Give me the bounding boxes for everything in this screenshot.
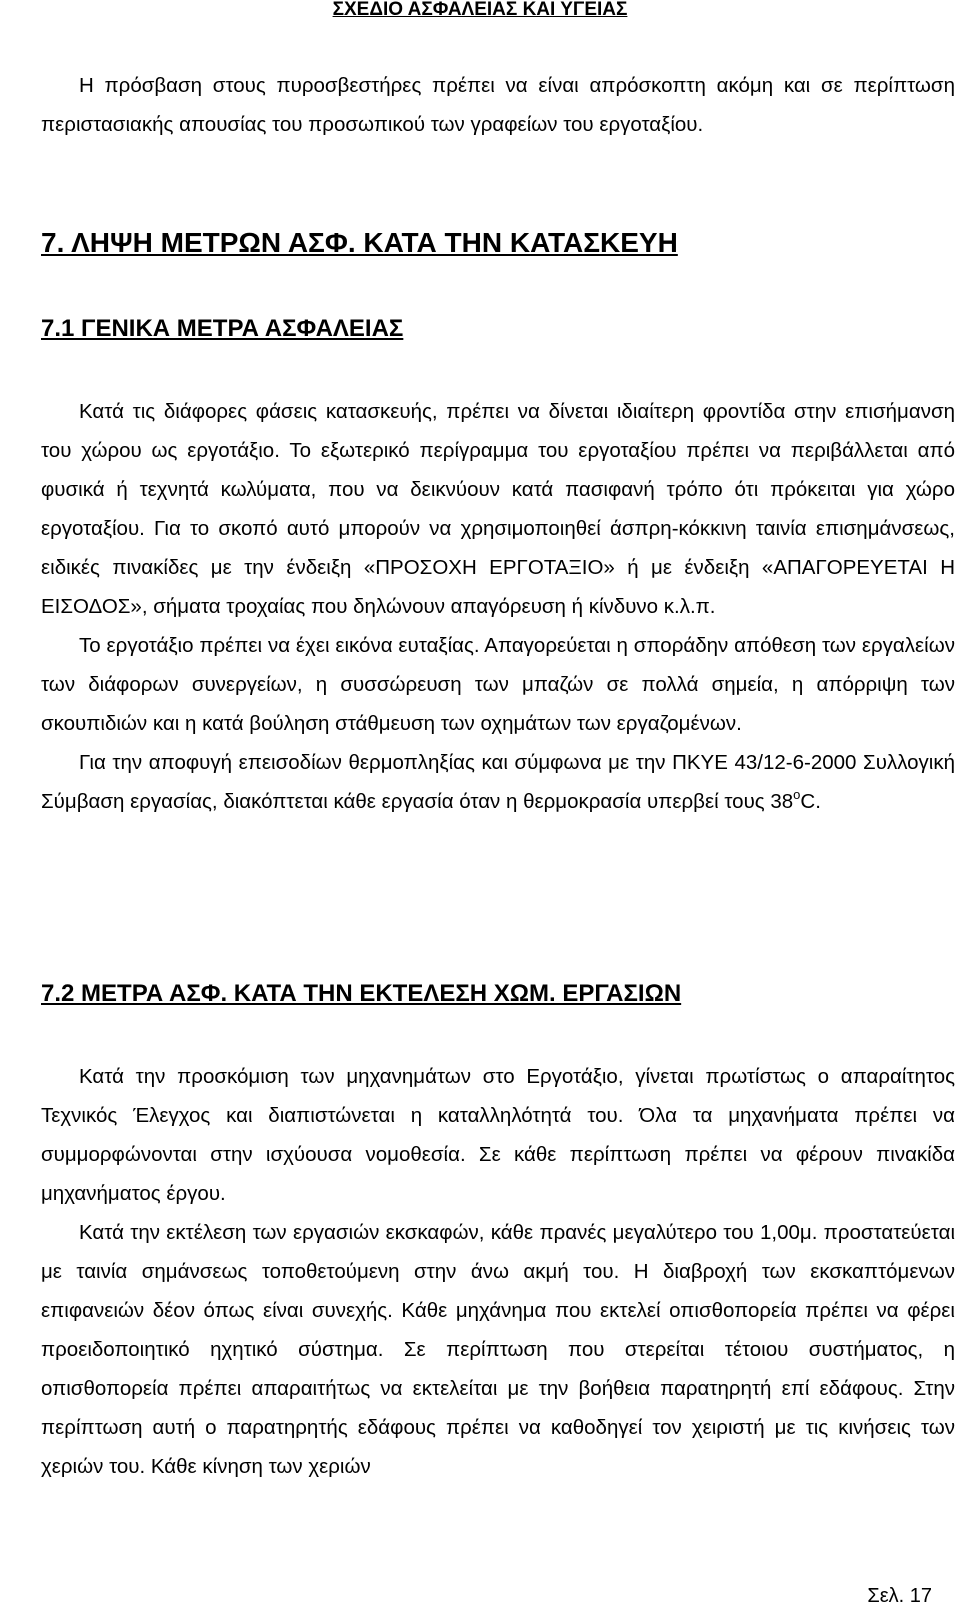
heatstroke-text: Για την αποφυγή επεισοδίων θερμοπληξίας και σύμφωνα με την ΠΚΥΕ 43/12-6-2000 Συλλογική Σύμβαση εργασίας, διακόπτεται κάθε εργασία όταν η θερμοκρασία υπερβεί τους 38	[41, 751, 955, 813]
paragraph-site-marking: Κατά τις διάφορες φάσεις κατασκευής, πρέπει να δίνεται ιδιαίτερη φροντίδα στην επισήμανση του χώρου ως εργοτάξιο. Το εξωτερικό περίγραμμα του εργοταξίου πρέπει να περιβάλλεται από φυσικά ή τεχνητά κωλύματα, που να δεικνύουν κατά πασιφανή τρόπο ότι πρόκειται για χώρο εργοταξίου. Για το σκοπό αυτό μπορούν να χρησιμοποιηθεί άσπρη-κόκκινη ταινία επισημάνσεως, ειδικές πινακίδες με την ένδειξη «ΠΡΟΣΟΧΗ ΕΡΓΟΤΑΞΙΟ» ή με ένδειξη «ΑΠΑΓΟΡΕΥΕΤΑΙ Η ΕΙΣΟΔΟΣ», σήματα τροχαίας που δηλώνουν απαγόρευση ή κίνδυνο κ.λ.π.	[41, 400, 955, 618]
subsection-heading: 7.2 ΜΕΤΡΑ ΑΣΦ. ΚΑΤΑ ΤΗΝ ΕΚΤΕΛΕΣΗ ΧΩΜ. ΕΡΓΑΣΙΩΝ	[41, 980, 682, 1007]
intro-block	[41, 66, 955, 144]
subsection-heading: 7.1 ΓΕΝΙΚΑ ΜΕΤΡΑ ΑΣΦΑΛΕΙΑΣ	[41, 315, 404, 342]
paragraph-site-order: Το εργοτάξιο πρέπει να έχει εικόνα ευταξίας. Απαγορεύεται η σποράδην απόθεση των εργαλείων των διάφορων συνεργείων, η συσσώρευση των μπαζών σε πολλά σημεία, η απόρριψη των σκουπιδιών και η κατά βούληση στάθμευση των οχημάτων των εργαζομένων.	[41, 634, 955, 735]
paragraph-excavation-safety: Κατά την εκτέλεση των εργασιών εκσκαφών, κάθε πρανές μεγαλύτερο του 1,00μ. προστατεύεται με ταινία σημάνσεως τοποθετούμενη στην άνω ακμή του. Η διαβροχή των εκσκαπτόμενων επιφανειών δέον όπως είναι συνεχής. Κάθε μηχάνημα που εκτελεί οπισθοπορεία πρέπει να φέρει προειδοποιητικό ηχητικό σύστημα. Σε περίπτωση που στερείται τέτοιου συστήματος, η οπισθοπορεία πρέπει απαραιτήτως να εκτελείται με την βοήθεια παρατηρητή επί εδάφους. Στην περίπτωση αυτή ο παρατηρητής εδάφους πρέπει να καθοδηγεί τον χειριστή με τις κινήσεις των χεριών του. Κάθε κίνηση των χεριών	[41, 1221, 955, 1478]
section-7-heading-block	[41, 225, 955, 261]
degree-superscript: o	[793, 787, 801, 802]
section-heading: 7. ΛΗΨΗ ΜΕΤΡΩΝ ΑΣΦ. ΚΑΤΑ ΤΗΝ ΚΑΤΑΣΚΕΥΗ	[41, 227, 678, 258]
paragraph-heatstroke	[41, 743, 955, 821]
section-7-2-body	[41, 1057, 955, 1486]
section-7-2-heading-block	[41, 976, 955, 1012]
running-header-title: ΣΧΕΔΙΟ ΑΣΦΑΛΕΙΑΣ ΚΑΙ ΥΓΕΙΑΣ	[332, 0, 628, 20]
temperature-unit: C.	[800, 790, 821, 813]
section-7-1-heading-block	[41, 311, 955, 347]
page-number: Σελ. 17	[867, 1585, 932, 1607]
section-7-1-body	[41, 392, 955, 821]
intro-paragraph: Η πρόσβαση στους πυροσβεστήρες πρέπει να είναι απρόσκοπτη ακόμη και σε περίπτωση περιστασιακής απουσίας του προσωπικού των γραφείων του εργοταξίου.	[41, 74, 955, 136]
paragraph-machine-inspection: Κατά την προσκόμιση των μηχανημάτων στο Εργοτάξιο, γίνεται πρωτίστως ο απαραίτητος Τεχνικός Έλεγχος και διαπιστώνεται η καταλληλότητά του. Όλα τα μηχανήματα πρέπει να συμμορφώνονται στην ισχύουσα νομοθεσία. Σε κάθε περίπτωση πρέπει να φέρουν πινακίδα μηχανήματος έργου.	[41, 1065, 955, 1205]
